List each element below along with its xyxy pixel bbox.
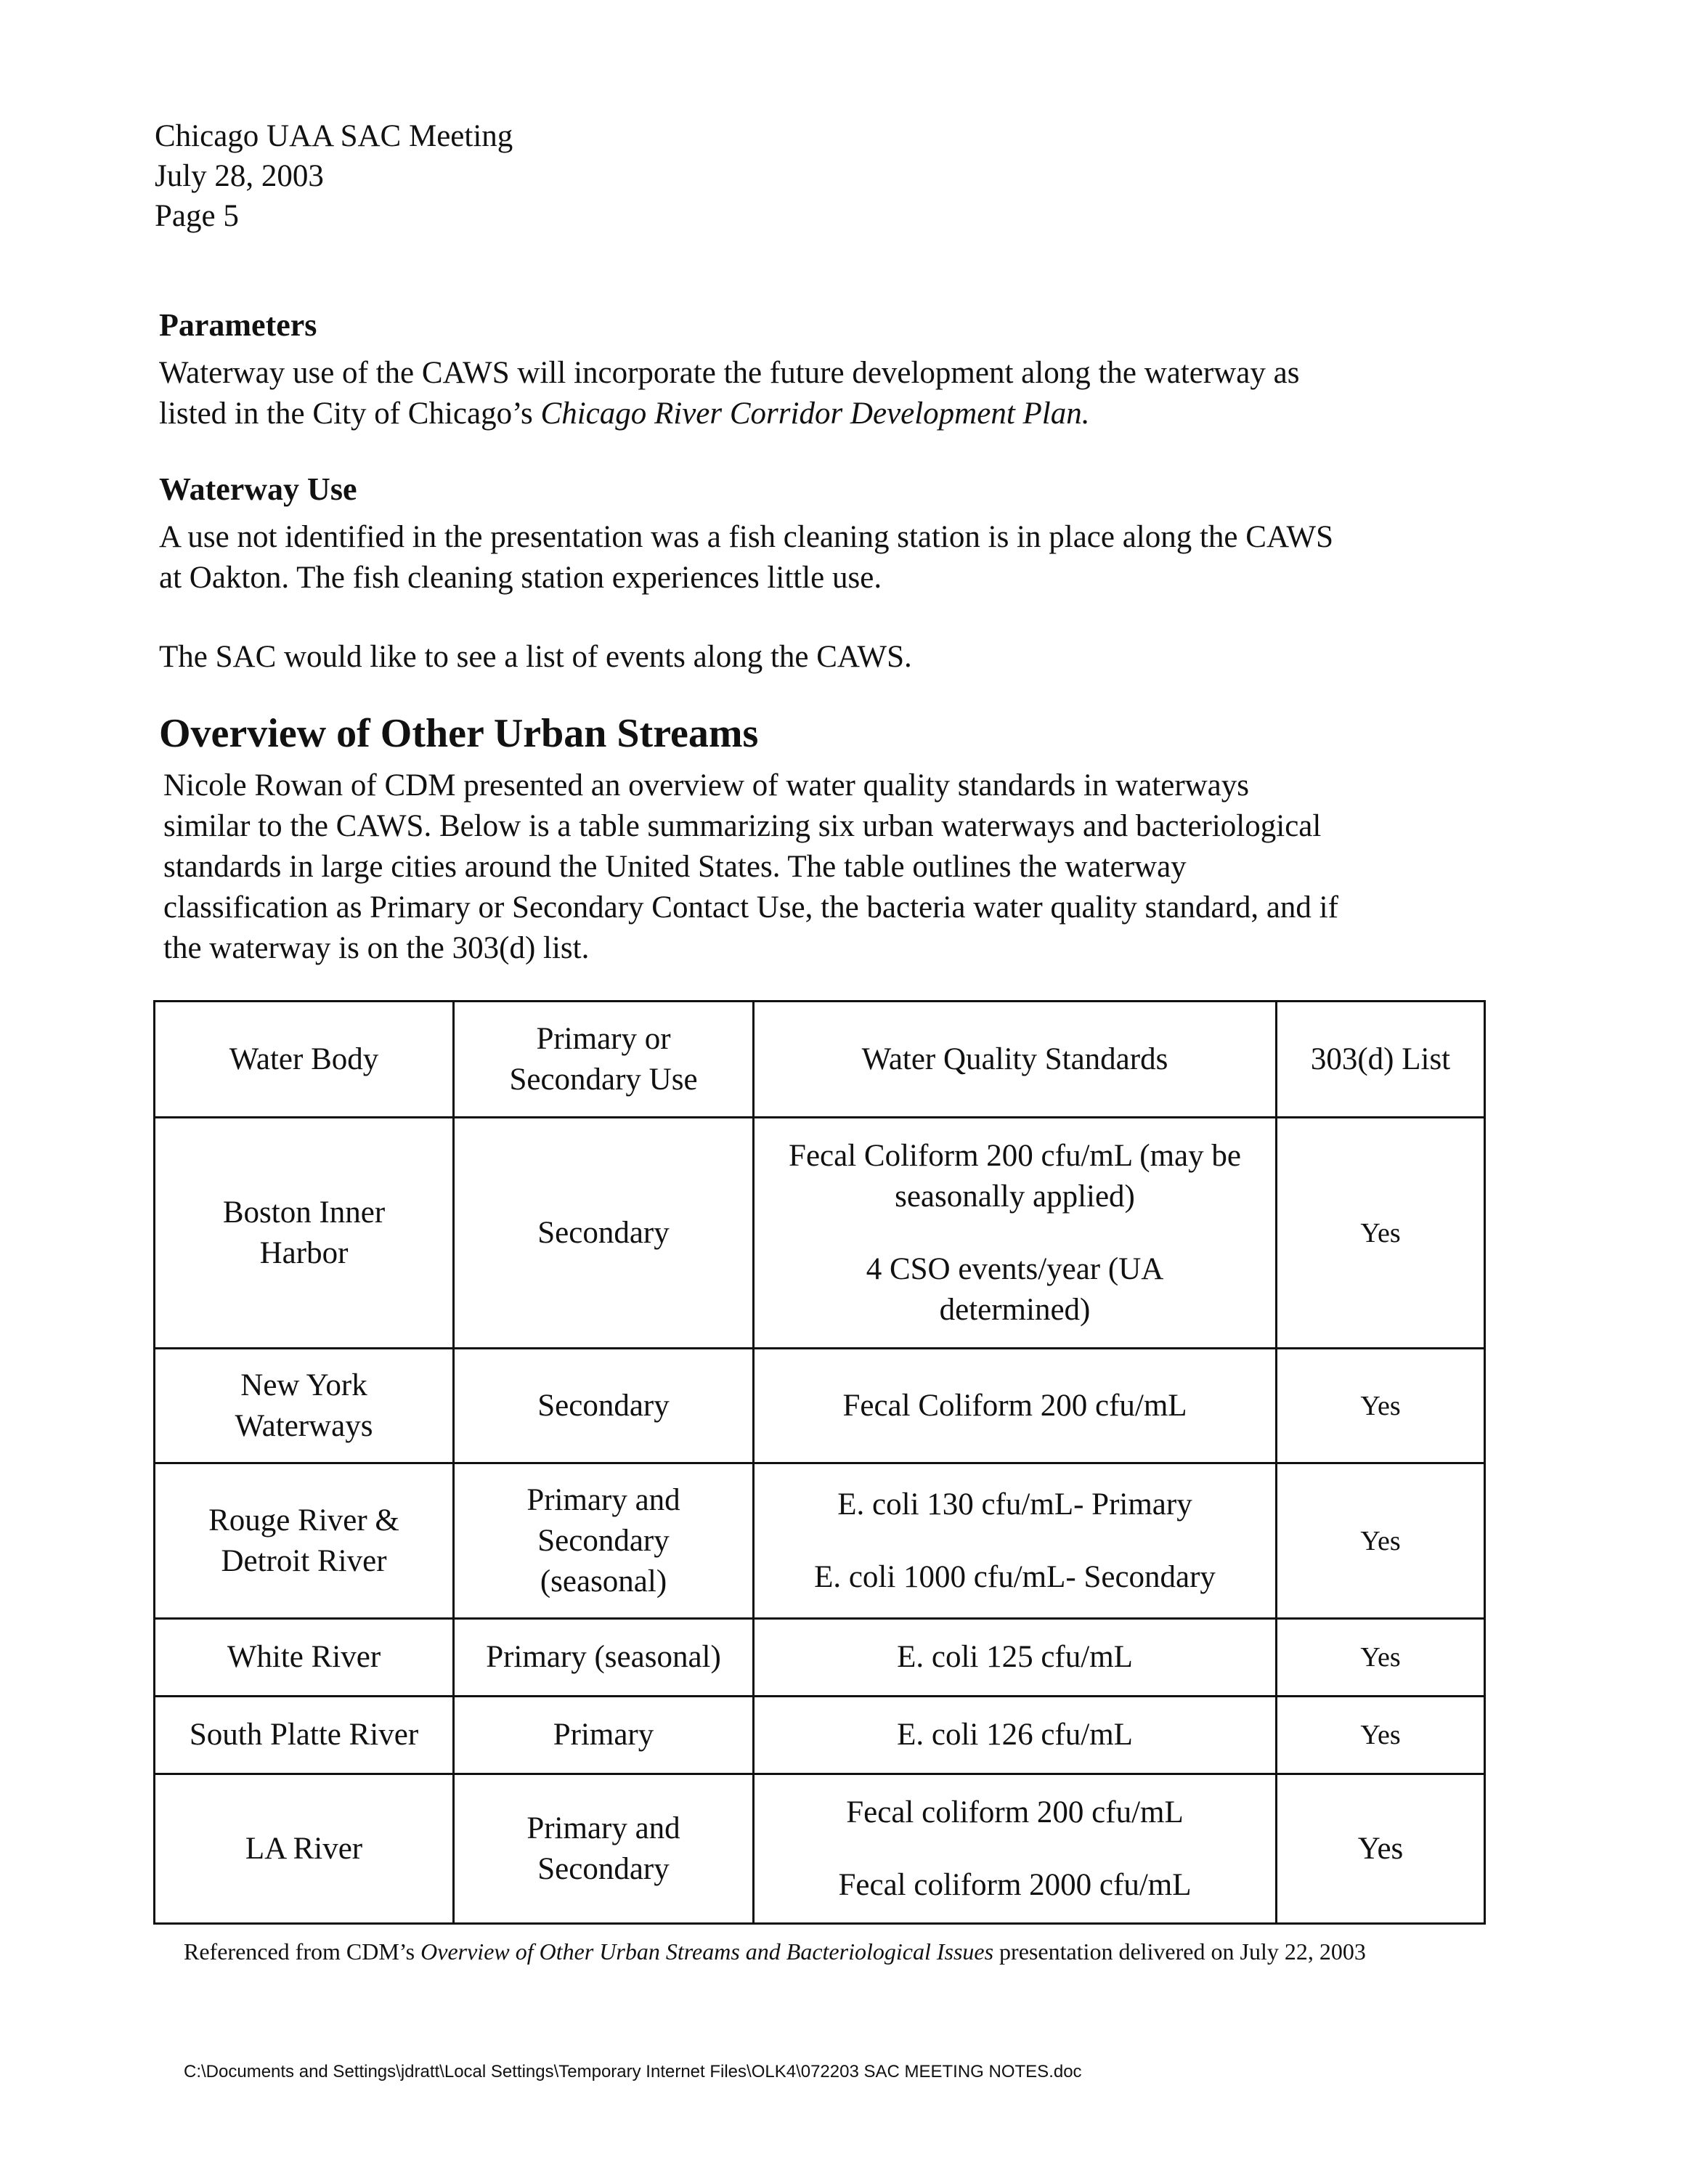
water-body-cell: White River xyxy=(155,1619,454,1697)
overview-line: similar to the CAWS. Below is a table summarizing six urban waterways and bacteriological xyxy=(163,809,1322,843)
waterway-use-line-2: at Oakton. The fish cleaning station experiences little use. xyxy=(159,561,882,595)
water-body-cell: Rouge River & Detroit River xyxy=(155,1463,454,1619)
presentation-title: Overview of Other Urban Streams and Bacteriological Issues xyxy=(420,1938,994,1965)
table-header-row xyxy=(155,1002,1485,1118)
use-cell: Primary xyxy=(454,1697,754,1774)
overview-paragraph xyxy=(163,765,1478,969)
use-cell: Primary and Secondary xyxy=(454,1774,754,1924)
caption-suffix: presentation delivered on July 22, 2003 xyxy=(993,1938,1366,1965)
meeting-title: Chicago UAA SAC Meeting xyxy=(155,119,513,153)
document-header xyxy=(155,116,513,236)
standards-cell: Fecal Coliform 200 cfu/mL (may be seasonally applied) 4 CSO events/year (UA determined) xyxy=(754,1118,1277,1349)
use-cell: Primary and Secondary (seasonal) xyxy=(454,1463,754,1619)
list-cell: Yes xyxy=(1277,1697,1485,1774)
overview-heading: Overview of Other Urban Streams xyxy=(159,711,759,756)
table-caption xyxy=(184,1937,1366,1966)
events-paragraph: The SAC would like to see a list of events along the CAWS. xyxy=(159,640,912,674)
overview-line: Nicole Rowan of CDM presented an overview of water quality standards in waterways xyxy=(163,768,1250,803)
waterway-use-heading: Waterway Use xyxy=(159,471,357,507)
overview-line: standards in large cities around the United States. The table outlines the waterway xyxy=(163,850,1187,884)
water-body-cell: Boston Inner Harbor xyxy=(155,1118,454,1349)
list-cell: Yes xyxy=(1277,1463,1485,1619)
header-water-body: Water Body xyxy=(155,1002,454,1118)
parameters-heading: Parameters xyxy=(159,307,317,343)
file-path-footer: C:\Documents and Settings\jdratt\Local Settings\Temporary Internet Files\OLK4\072203 SAC MEETING NOTES.doc xyxy=(184,2062,1082,2081)
parameters-line-2 xyxy=(159,394,1473,434)
plan-title: Chicago River Corridor Development Plan. xyxy=(540,397,1090,431)
standards-cell: Fecal Coliform 200 cfu/mL xyxy=(754,1349,1277,1463)
table-row xyxy=(155,1349,1485,1463)
use-cell: Secondary xyxy=(454,1118,754,1349)
table-row xyxy=(155,1118,1485,1349)
parameters-line-1: Waterway use of the CAWS will incorporate the future development along the waterway as xyxy=(159,356,1300,390)
list-cell: Yes xyxy=(1277,1118,1485,1349)
page-number: Page 5 xyxy=(155,199,239,233)
water-body-cell: LA River xyxy=(155,1774,454,1924)
parameters-paragraph xyxy=(159,353,1473,434)
standards-cell: Fecal coliform 200 cfu/mL Fecal coliform 2000 cfu/mL xyxy=(754,1774,1277,1924)
parameters-line-2-text: listed in the City of Chicago’s xyxy=(159,397,541,431)
header-use: Primary or Secondary Use xyxy=(454,1002,754,1118)
overview-line: the waterway is on the 303(d) list. xyxy=(163,931,590,965)
list-cell: Yes xyxy=(1277,1619,1485,1697)
water-body-cell: South Platte River xyxy=(155,1697,454,1774)
urban-streams-table xyxy=(153,1000,1486,1925)
header-303d-list: 303(d) List xyxy=(1277,1002,1485,1118)
use-cell: Secondary xyxy=(454,1349,754,1463)
header-standards: Water Quality Standards xyxy=(754,1002,1277,1118)
table-row xyxy=(155,1619,1485,1697)
standards-cell: E. coli 126 cfu/mL xyxy=(754,1697,1277,1774)
list-cell: Yes xyxy=(1277,1774,1485,1924)
waterway-use-line-1: A use not identified in the presentation was a fish cleaning station is in place along the CAWS xyxy=(159,520,1334,554)
meeting-date: July 28, 2003 xyxy=(155,159,324,193)
overview-line: classification as Primary or Secondary Contact Use, the bacteria water quality standard, and if xyxy=(163,890,1338,925)
waterway-use-paragraph xyxy=(159,517,1473,598)
table-row xyxy=(155,1774,1485,1924)
use-cell: Primary (seasonal) xyxy=(454,1619,754,1697)
caption-prefix: Referenced from CDM’s xyxy=(184,1938,421,1965)
table-row xyxy=(155,1697,1485,1774)
standards-cell: E. coli 125 cfu/mL xyxy=(754,1619,1277,1697)
water-body-cell: New York Waterways xyxy=(155,1349,454,1463)
list-cell: Yes xyxy=(1277,1349,1485,1463)
standards-cell: E. coli 130 cfu/mL- Primary E. coli 1000 cfu/mL- Secondary xyxy=(754,1463,1277,1619)
table-row xyxy=(155,1463,1485,1619)
